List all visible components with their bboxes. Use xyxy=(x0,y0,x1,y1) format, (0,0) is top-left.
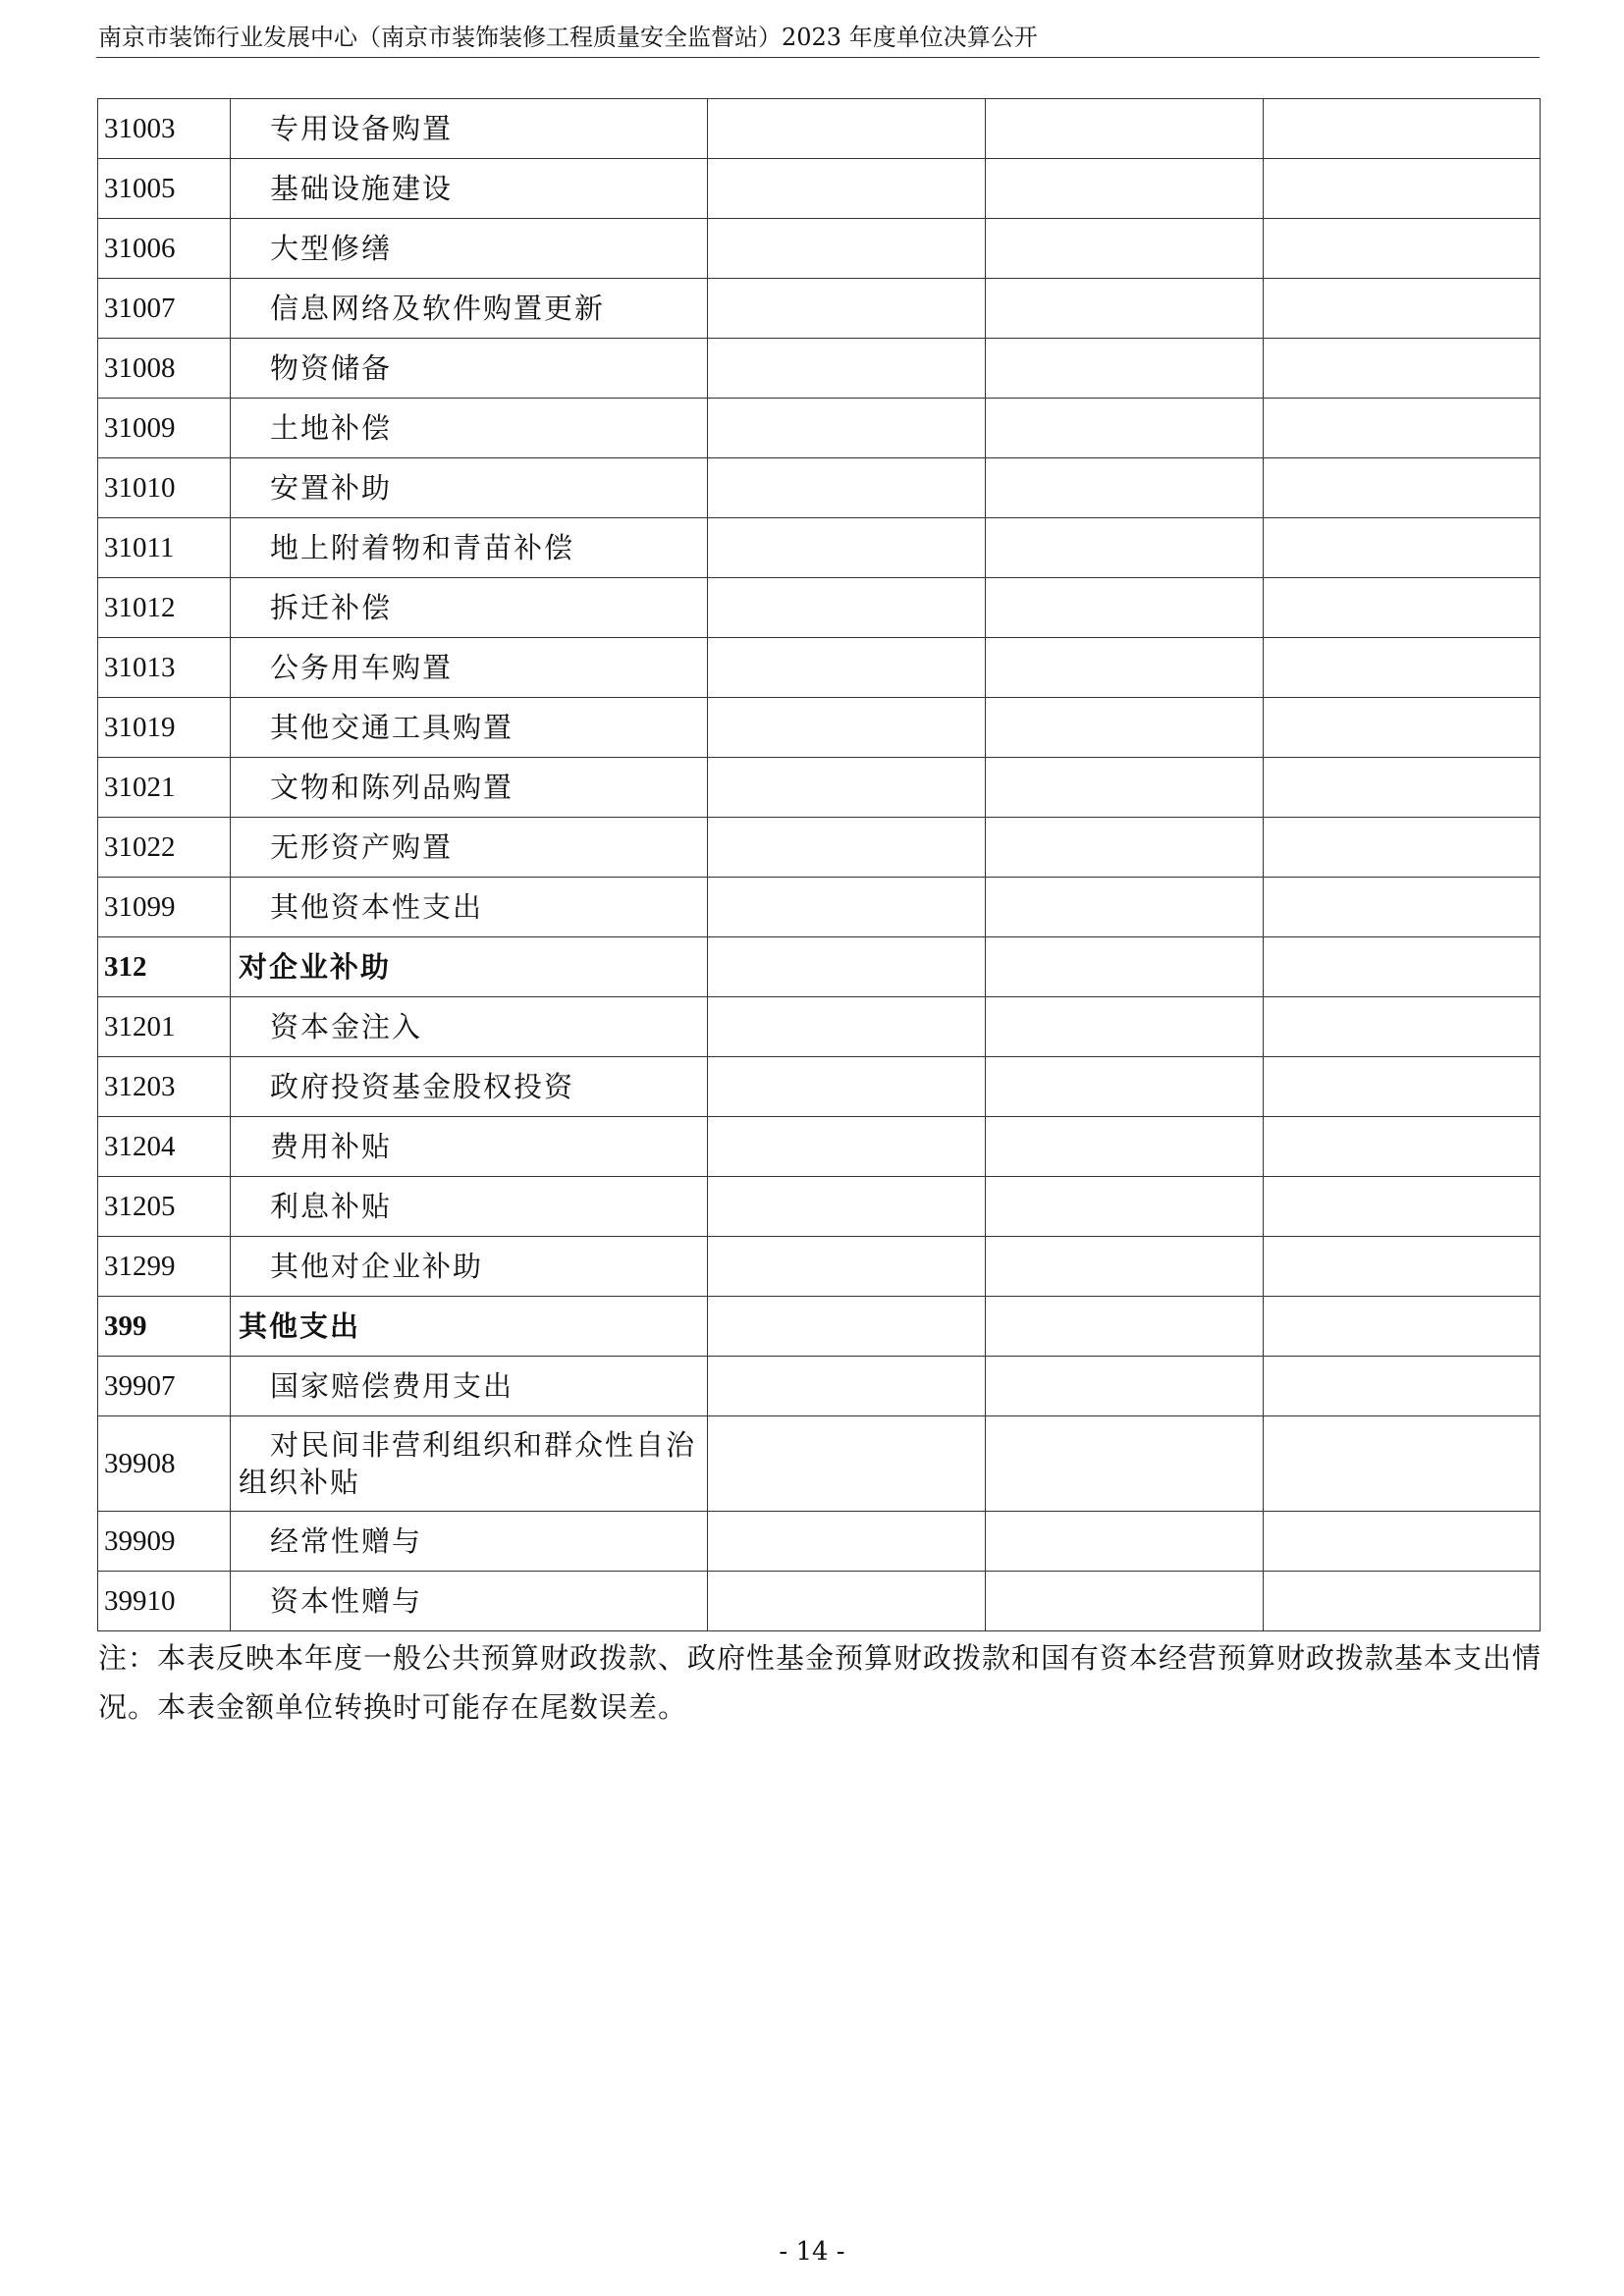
amount-cell xyxy=(1264,818,1541,878)
amount-cell xyxy=(986,458,1264,518)
row-name-cell: 其他资本性支出 xyxy=(231,878,708,937)
row-name-cell: 专用设备购置 xyxy=(231,99,708,159)
row-code-cell: 31021 xyxy=(98,758,231,818)
row-code-cell: 399 xyxy=(98,1297,231,1357)
row-code-cell: 31203 xyxy=(98,1057,231,1117)
row-code-cell: 39910 xyxy=(98,1572,231,1631)
row-code-cell: 31019 xyxy=(98,698,231,758)
row-name-cell: 文物和陈列品购置 xyxy=(231,758,708,818)
table-row xyxy=(98,878,1541,937)
row-code-cell: 31204 xyxy=(98,1117,231,1177)
amount-cell xyxy=(1264,1057,1541,1117)
table-row xyxy=(98,1416,1541,1512)
table-row xyxy=(98,399,1541,458)
amount-cell xyxy=(986,518,1264,578)
row-name-cell: 资本金注入 xyxy=(231,997,708,1057)
amount-cell xyxy=(708,937,986,997)
amount-cell xyxy=(1264,1177,1541,1237)
row-name-cell: 对民间非营利组织和群众性自治组织补贴 xyxy=(231,1416,708,1512)
amount-cell xyxy=(708,758,986,818)
table-footnote: 注：本表反映本年度一般公共预算财政拨款、政府性基金预算财政拨款和国有资本经营预算财政拨款基本支出情况。本表金额单位转换时可能存在尾数误差。 xyxy=(98,1641,1543,1724)
amount-cell xyxy=(1264,159,1541,219)
row-name-cell: 安置补助 xyxy=(231,458,708,518)
amount-cell xyxy=(986,1057,1264,1117)
row-name-cell: 费用补贴 xyxy=(231,1117,708,1177)
row-name-cell: 对企业补助 xyxy=(231,937,708,997)
amount-cell xyxy=(986,937,1264,997)
amount-cell xyxy=(1264,99,1541,159)
amount-cell xyxy=(708,1177,986,1237)
row-code-cell: 39907 xyxy=(98,1357,231,1416)
row-name-cell: 物资储备 xyxy=(231,339,708,399)
row-name-cell: 其他对企业补助 xyxy=(231,1237,708,1297)
amount-cell xyxy=(986,279,1264,339)
row-code-cell: 31005 xyxy=(98,159,231,219)
row-name-cell: 基础设施建设 xyxy=(231,159,708,219)
table-row xyxy=(98,937,1541,997)
row-name-cell: 其他交通工具购置 xyxy=(231,698,708,758)
amount-cell xyxy=(1264,878,1541,937)
header-divider xyxy=(96,57,1540,58)
row-name-cell: 政府投资基金股权投资 xyxy=(231,1057,708,1117)
amount-cell xyxy=(708,1117,986,1177)
amount-cell xyxy=(1264,399,1541,458)
row-name-cell: 利息补贴 xyxy=(231,1177,708,1237)
amount-cell xyxy=(708,698,986,758)
amount-cell xyxy=(708,219,986,279)
amount-cell xyxy=(1264,1237,1541,1297)
table-row xyxy=(98,1572,1541,1631)
amount-cell xyxy=(1264,458,1541,518)
amount-cell xyxy=(1264,997,1541,1057)
amount-cell xyxy=(708,638,986,698)
amount-cell xyxy=(708,578,986,638)
table-row xyxy=(98,578,1541,638)
row-code-cell: 31013 xyxy=(98,638,231,698)
table-row xyxy=(98,997,1541,1057)
amount-cell xyxy=(1264,219,1541,279)
amount-cell xyxy=(986,219,1264,279)
table-row xyxy=(98,99,1541,159)
amount-cell xyxy=(708,1512,986,1572)
row-code-cell: 31201 xyxy=(98,997,231,1057)
amount-cell xyxy=(986,1297,1264,1357)
amount-cell xyxy=(1264,1117,1541,1177)
amount-cell xyxy=(708,997,986,1057)
row-name-cell: 土地补偿 xyxy=(231,399,708,458)
amount-cell xyxy=(1264,1297,1541,1357)
table-row xyxy=(98,1237,1541,1297)
amount-cell xyxy=(708,1237,986,1297)
amount-cell xyxy=(986,399,1264,458)
row-name-cell: 信息网络及软件购置更新 xyxy=(231,279,708,339)
amount-cell xyxy=(708,818,986,878)
amount-cell xyxy=(986,339,1264,399)
amount-cell xyxy=(708,458,986,518)
amount-cell xyxy=(986,698,1264,758)
amount-cell xyxy=(708,518,986,578)
expenditure-table xyxy=(97,98,1541,1631)
row-name-cell: 经常性赠与 xyxy=(231,1512,708,1572)
amount-cell xyxy=(986,1572,1264,1631)
row-code-cell: 39909 xyxy=(98,1512,231,1572)
table-row xyxy=(98,339,1541,399)
row-name-cell: 国家赔偿费用支出 xyxy=(231,1357,708,1416)
amount-cell xyxy=(1264,279,1541,339)
amount-cell xyxy=(1264,1357,1541,1416)
table-row xyxy=(98,458,1541,518)
table-row xyxy=(98,1512,1541,1572)
amount-cell xyxy=(708,99,986,159)
table-row xyxy=(98,219,1541,279)
amount-cell xyxy=(986,997,1264,1057)
row-code-cell: 31010 xyxy=(98,458,231,518)
amount-cell xyxy=(708,878,986,937)
row-code-cell: 31008 xyxy=(98,339,231,399)
amount-cell xyxy=(986,638,1264,698)
amount-cell xyxy=(708,1297,986,1357)
amount-cell xyxy=(986,1512,1264,1572)
amount-cell xyxy=(986,99,1264,159)
table-row xyxy=(98,1057,1541,1117)
amount-cell xyxy=(708,1572,986,1631)
row-code-cell: 31299 xyxy=(98,1237,231,1297)
amount-cell xyxy=(1264,518,1541,578)
page-number: - 14 - xyxy=(779,2237,845,2267)
amount-cell xyxy=(1264,339,1541,399)
table-row xyxy=(98,698,1541,758)
row-name-cell: 大型修缮 xyxy=(231,219,708,279)
amount-cell xyxy=(1264,1416,1541,1512)
amount-cell xyxy=(1264,1512,1541,1572)
table-row xyxy=(98,279,1541,339)
amount-cell xyxy=(1264,578,1541,638)
table-row xyxy=(98,1357,1541,1416)
amount-cell xyxy=(708,1057,986,1117)
row-code-cell: 31205 xyxy=(98,1177,231,1237)
row-code-cell: 31099 xyxy=(98,878,231,937)
table-row xyxy=(98,758,1541,818)
amount-cell xyxy=(986,1416,1264,1512)
amount-cell xyxy=(708,1357,986,1416)
amount-cell xyxy=(708,339,986,399)
row-code-cell: 31012 xyxy=(98,578,231,638)
row-code-cell: 31011 xyxy=(98,518,231,578)
amount-cell xyxy=(986,578,1264,638)
expenditure-table-body xyxy=(98,99,1541,1631)
row-name-cell: 公务用车购置 xyxy=(231,638,708,698)
table-row xyxy=(98,1297,1541,1357)
amount-cell xyxy=(708,399,986,458)
amount-cell xyxy=(986,818,1264,878)
row-name-cell: 其他支出 xyxy=(231,1297,708,1357)
row-code-cell: 31022 xyxy=(98,818,231,878)
row-code-cell: 31006 xyxy=(98,219,231,279)
table-row xyxy=(98,518,1541,578)
amount-cell xyxy=(1264,937,1541,997)
amount-cell xyxy=(986,1177,1264,1237)
amount-cell xyxy=(708,1416,986,1512)
amount-cell xyxy=(986,1237,1264,1297)
amount-cell xyxy=(986,1357,1264,1416)
table-row xyxy=(98,159,1541,219)
amount-cell xyxy=(708,159,986,219)
document-header-title: 南京市装饰行业发展中心（南京市装饰装修工程质量安全监督站）2023 年度单位决算公开 xyxy=(98,24,1038,51)
table-row xyxy=(98,638,1541,698)
row-name-cell: 地上附着物和青苗补偿 xyxy=(231,518,708,578)
amount-cell xyxy=(986,1117,1264,1177)
amount-cell xyxy=(986,758,1264,818)
amount-cell xyxy=(1264,1572,1541,1631)
row-name-cell: 资本性赠与 xyxy=(231,1572,708,1631)
table-row xyxy=(98,1177,1541,1237)
row-code-cell: 31007 xyxy=(98,279,231,339)
amount-cell xyxy=(1264,758,1541,818)
amount-cell xyxy=(986,159,1264,219)
amount-cell xyxy=(708,279,986,339)
row-name-cell: 拆迁补偿 xyxy=(231,578,708,638)
row-code-cell: 31003 xyxy=(98,99,231,159)
row-code-cell: 39908 xyxy=(98,1416,231,1512)
row-code-cell: 312 xyxy=(98,937,231,997)
row-code-cell: 31009 xyxy=(98,399,231,458)
row-name-cell: 无形资产购置 xyxy=(231,818,708,878)
amount-cell xyxy=(1264,638,1541,698)
table-row xyxy=(98,1117,1541,1177)
amount-cell xyxy=(986,878,1264,937)
table-row xyxy=(98,818,1541,878)
amount-cell xyxy=(1264,698,1541,758)
